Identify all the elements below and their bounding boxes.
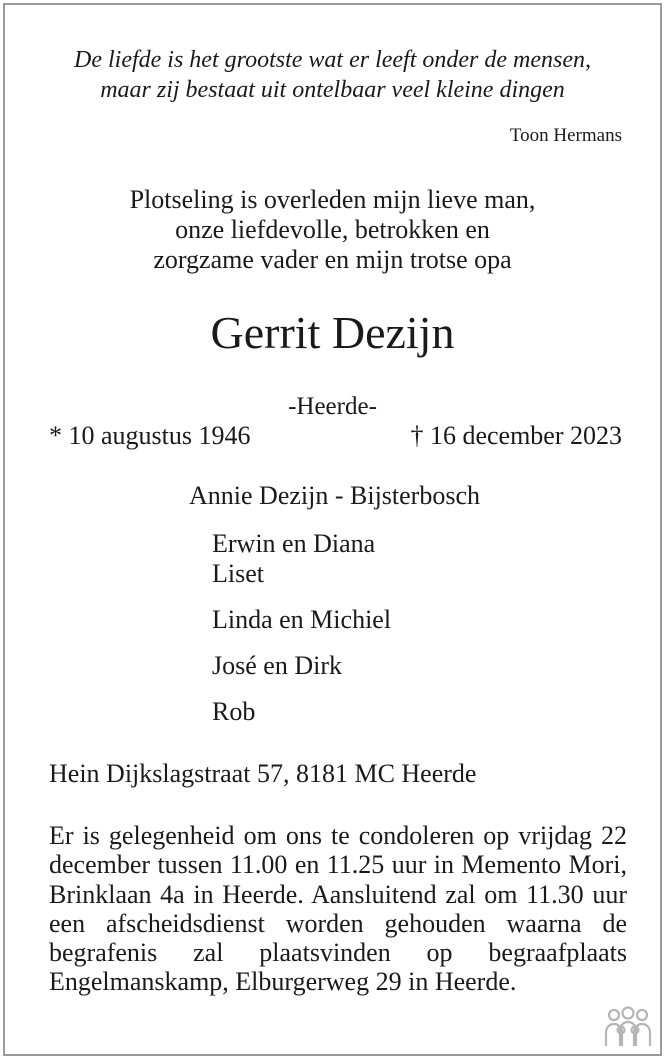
birth-date: * 10 augustus 1946 (49, 421, 251, 450)
family-member: Linda en Michiel (212, 605, 392, 634)
people-group-icon (600, 1006, 656, 1050)
family-member: José en Dirk (212, 651, 342, 680)
death-date: † 16 december 2023 (410, 421, 622, 450)
residence: -Heerde- (288, 393, 377, 420)
contact-address: Hein Dijkslagstraat 57, 8181 MC Heerde (49, 759, 477, 788)
obituary-card (3, 3, 662, 1056)
intro-line-2: onze liefdevolle, betrokken en (175, 215, 490, 244)
service-details: Er is gelegenheid om ons te condoleren op vrijdag 22 december tussen 11.00 en 11.25 uur in Memento Mori, Brinklaan 4a in Heerde. Aansluitend zal om 11.30 uur een afscheidsdienst worden gehouden waarna de begrafenis zal plaatsvinden op begraafplaats Engelmanskamp, Elburgerweg 29 in Heerde. (49, 821, 627, 997)
quote-line-2: maar zij bestaat uit ontelbaar veel kleine dingen (100, 77, 565, 103)
family-member: Erwin en Diana (212, 529, 376, 558)
intro-line-1: Plotseling is overleden mijn lieve man, (129, 185, 536, 214)
family-member: Rob (212, 697, 256, 726)
intro-line-3: zorgzame vader en mijn trotse opa (153, 245, 512, 274)
quote-line-1: De liefde is het grootste wat er leeft onder de mensen, (74, 47, 591, 73)
family-member: Liset (212, 559, 264, 588)
quote-author: Toon Hermans (509, 125, 622, 146)
spouse-name: Annie Dezijn - Bijsterbosch (189, 481, 480, 510)
deceased-name: Gerrit Dezijn (210, 307, 455, 358)
